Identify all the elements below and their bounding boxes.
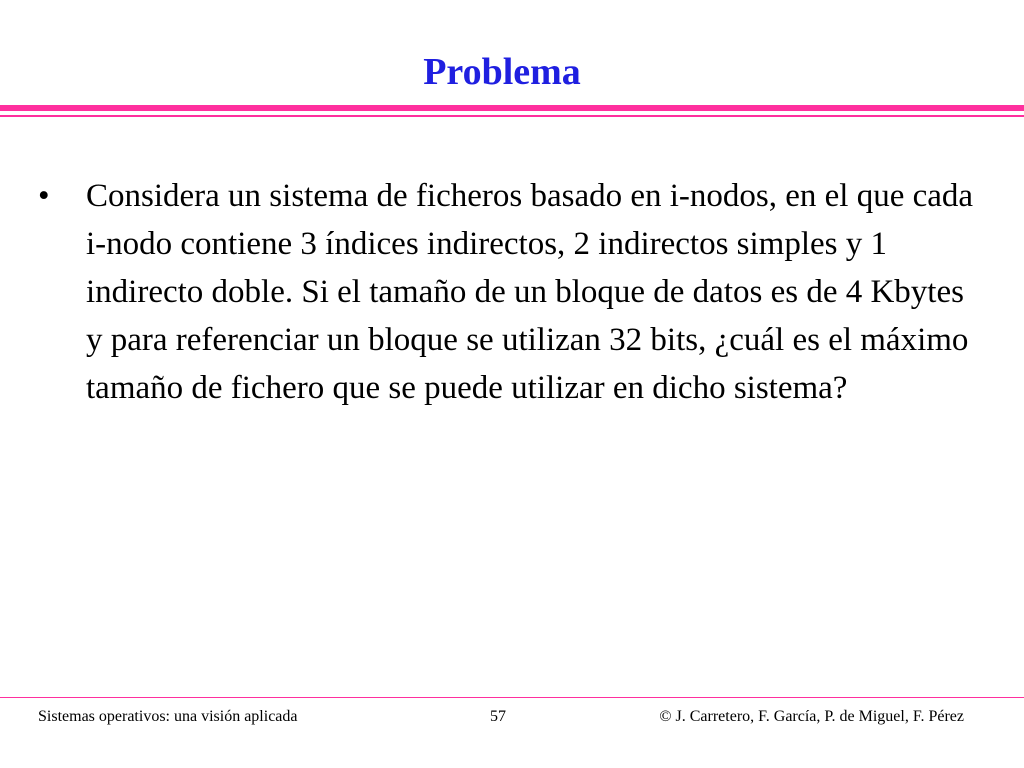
bullet-text: Considera un sistema de ficheros basado en i-nodos, en el que cada i-nodo contiene 3 índices indirectos, 2 indirectos simples y 1 indirecto doble. Si el tamaño de un bloque de datos es de 4 Kbytes y para referenciar un bloque se utilizan 32 bits, ¿cuál es el máximo tamaño de fichero que se puede utilizar en dicho sistema? bbox=[86, 178, 974, 406]
footer-divider bbox=[0, 697, 1024, 698]
footer-book-title: Sistemas operativos: una visión aplicada bbox=[38, 708, 298, 725]
footer-copyright: © J. Carretero, F. García, P. de Miguel, F. Pérez bbox=[659, 708, 964, 725]
title-underline-thin bbox=[0, 115, 1024, 117]
slide-title: Problema bbox=[423, 51, 581, 93]
bullet-marker: • bbox=[38, 178, 50, 214]
bullet-item bbox=[38, 172, 988, 412]
slide-body bbox=[38, 172, 988, 412]
footer-page-number: 57 bbox=[490, 708, 506, 725]
title-underline-thick bbox=[0, 105, 1024, 111]
